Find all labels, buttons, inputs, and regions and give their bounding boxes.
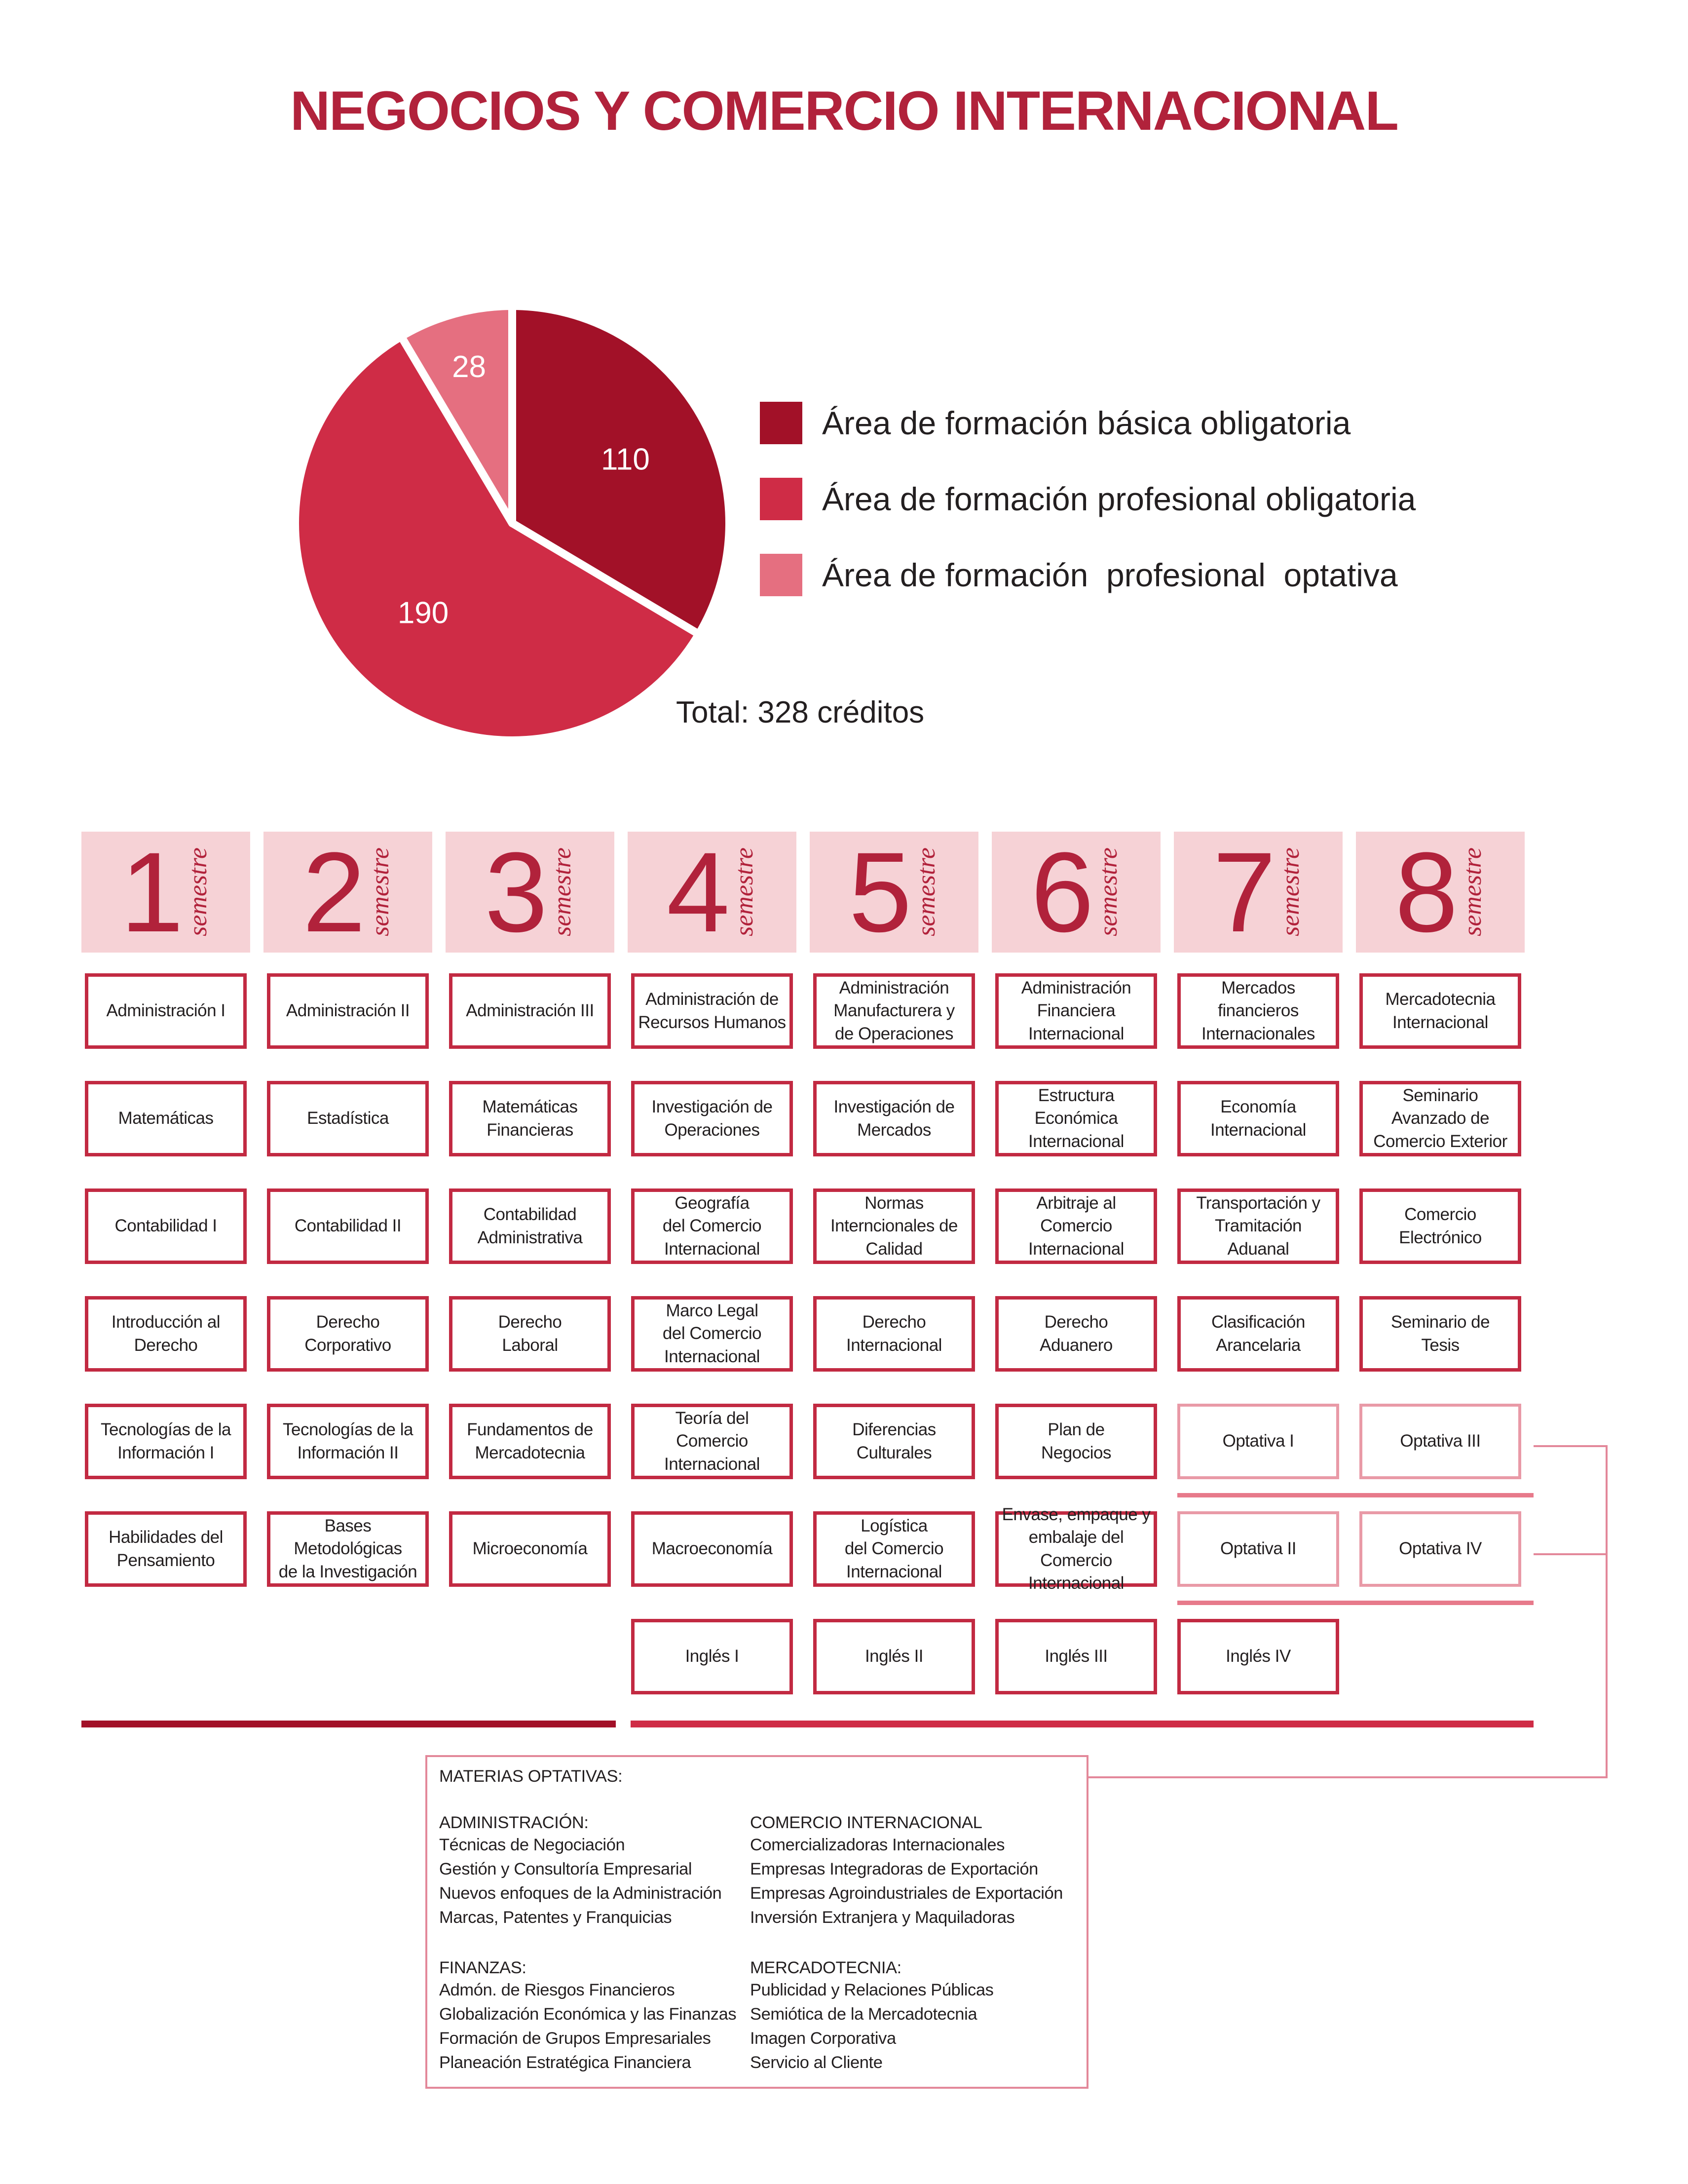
bar-profesional: [631, 1721, 1534, 1727]
course-box: [449, 1404, 611, 1479]
course-box: [995, 1081, 1157, 1156]
course-name: Optativa IV: [1399, 1539, 1482, 1559]
course-name: Introducción al Derecho: [111, 1312, 221, 1355]
legend-swatch-optativa: [760, 554, 802, 596]
course-box: [85, 1511, 247, 1587]
course-box: [85, 1081, 247, 1156]
legend-item-optativa: [760, 553, 1398, 597]
course-name: Geografía del Comercio Internacional: [662, 1193, 762, 1259]
semester-number: 3: [485, 828, 545, 956]
course-box: [449, 1188, 611, 1264]
course-box: [813, 1619, 975, 1694]
semester-word: semestre: [912, 847, 940, 937]
course-name: Derecho Aduanero: [1040, 1312, 1113, 1355]
semester-word: semestre: [730, 847, 758, 937]
connector-bottom: [1088, 1776, 1608, 1778]
connector-middle: [1534, 1553, 1608, 1555]
course-box: [267, 1081, 429, 1156]
optativas-group-title: MERCADOTECNIA:: [750, 1958, 901, 1977]
course-box: [449, 1081, 611, 1156]
course-name: Administración I: [106, 1001, 225, 1021]
semester-number: 1: [120, 828, 181, 956]
course-name: Matemáticas Financieras: [482, 1097, 578, 1140]
course-box: [267, 1296, 429, 1372]
course-name: Normas Interncionales de Calidad: [830, 1193, 958, 1259]
course-name: Contabilidad Administrativa: [477, 1205, 583, 1247]
course-box-optativa: [1359, 1404, 1521, 1479]
semester-header-2: [263, 828, 432, 956]
optativas-group-items: Admón. de Riesgos Financieros Globalización Económica y las Finanzas Formación de Grupos Empresariales Planeación Estratégica Financiera: [439, 1981, 737, 2072]
course-name: Tecnologías de la Información I: [101, 1420, 231, 1462]
semester-number: 5: [849, 828, 909, 956]
course-name: Administración Manufacturera y de Operaciones: [833, 978, 955, 1043]
course-name: Optativa I: [1222, 1431, 1294, 1451]
course-box: [995, 1505, 1157, 1593]
course-name: Inglés IV: [1226, 1647, 1291, 1666]
course-box: [813, 1404, 975, 1479]
course-name: Fundamentos de Mercadotecnia: [467, 1420, 593, 1462]
semester-number: 2: [302, 828, 363, 956]
course-name: Estadística: [307, 1109, 389, 1128]
course-box: [813, 1296, 975, 1372]
course-box: [1177, 1081, 1339, 1156]
course-box: [631, 973, 793, 1049]
pie-label-optativa: 28: [452, 349, 487, 384]
optativas-group-items: Comercializadoras Internacionales Empresas Integradoras de Exportación Empresas Agroindustriales de Exportación Inversión Extranjera y Maquiladoras: [750, 1836, 1063, 1927]
course-name: Mercadotecnia Internacional: [1385, 990, 1496, 1032]
course-name: Inglés II: [864, 1647, 924, 1666]
course-box: [449, 1511, 611, 1587]
semester-word: semestre: [1458, 847, 1487, 937]
course-box: [1177, 1619, 1339, 1694]
course-box-optativa: [1177, 1511, 1339, 1587]
semester-header-8: [1356, 828, 1525, 956]
total-credits: Total: 328 créditos: [676, 695, 925, 729]
course-box: [1359, 1296, 1521, 1372]
optativas-group-title: ADMINISTRACIÓN:: [439, 1813, 589, 1832]
connector-vertical: [1606, 1445, 1608, 1778]
course-name: Plan de Negocios: [1041, 1420, 1111, 1462]
course-name: Habilidades del Pensamiento: [109, 1528, 223, 1570]
course-box-optativa: [1177, 1404, 1339, 1479]
course-name: Administración Financiera Internacional: [1021, 978, 1131, 1043]
course-name: Administración III: [466, 1001, 594, 1021]
course-box: [1177, 973, 1339, 1049]
optativas-group-title: COMERCIO INTERNACIONAL: [750, 1813, 982, 1832]
semester-word: semestre: [184, 847, 212, 937]
legend-swatch-basica: [760, 402, 802, 444]
course-name: Investigación de Operaciones: [651, 1097, 773, 1140]
course-box: [449, 1296, 611, 1372]
course-box: [449, 973, 611, 1049]
course-name: Bases Metodológicas de la Investigación: [278, 1516, 417, 1581]
legend-item-profesional: [760, 477, 1416, 521]
course-box: [995, 1188, 1157, 1264]
course-name: Logística del Comercio Internacional: [844, 1516, 944, 1581]
course-box: [85, 973, 247, 1049]
course-box: [267, 1188, 429, 1264]
bar-basica: [81, 1721, 616, 1727]
legend-label-profesional: Área de formación profesional obligatoria: [822, 481, 1416, 517]
connector-top: [1534, 1445, 1608, 1447]
semester-header-3: [446, 828, 614, 956]
course-name: Derecho Laboral: [498, 1312, 562, 1355]
course-name: Optativa II: [1220, 1539, 1297, 1559]
legend-swatch-profesional: [760, 478, 802, 520]
course-name: Estructura Económica Internacional: [1028, 1086, 1124, 1151]
course-name: Contabilidad II: [294, 1216, 402, 1236]
course-box: [85, 1188, 247, 1264]
semester-number: 8: [1395, 828, 1455, 956]
course-box: [85, 1404, 247, 1479]
course-box: [995, 1296, 1157, 1372]
course-box: [267, 1404, 429, 1479]
course-name: Microeconomía: [472, 1539, 588, 1559]
course-name: Mercados financieros Internacionales: [1201, 978, 1315, 1043]
course-name: Seminario de Tesis: [1390, 1312, 1490, 1355]
course-box: [813, 1081, 975, 1156]
course-box: [1359, 973, 1521, 1049]
course-box: [813, 973, 975, 1049]
course-box: [813, 1511, 975, 1587]
course-name: Tecnologías de la Información II: [283, 1420, 413, 1462]
course-box: [995, 1619, 1157, 1694]
course-box: [1359, 1188, 1521, 1264]
pie-label-profesional: 190: [397, 596, 449, 630]
course-name: Arbitraje al Comercio Internacional: [1028, 1193, 1124, 1259]
course-name: Transportación y Tramitación Aduanal: [1196, 1193, 1320, 1259]
course-box: [1359, 1081, 1521, 1156]
course-box: [995, 973, 1157, 1049]
course-name: Optativa III: [1400, 1431, 1481, 1451]
course-name: Investigación de Mercados: [833, 1097, 955, 1140]
course-name: Comercio Electrónico: [1399, 1205, 1482, 1247]
course-name: Derecho Internacional: [846, 1312, 942, 1355]
course-name: Economía Internacional: [1210, 1097, 1306, 1140]
page-title: NEGOCIOS Y COMERCIO INTERNACIONAL: [290, 80, 1398, 142]
optativas-group-items: Publicidad y Relaciones Públicas Semiótica de la Mercadotecnia Imagen Corporativa Servicio al Cliente: [750, 1981, 994, 2072]
course-name: Macroeconomía: [651, 1539, 773, 1559]
course-box: [1177, 1296, 1339, 1372]
course-name: Inglés III: [1045, 1647, 1108, 1666]
course-name: Administración II: [286, 1001, 410, 1021]
course-box: [813, 1188, 975, 1264]
optativas-group-title: FINANZAS:: [439, 1958, 526, 1977]
optativa-bar: [1177, 1601, 1534, 1605]
course-box: [631, 1188, 793, 1264]
semester-number: 7: [1213, 828, 1273, 956]
course-box: [631, 1619, 793, 1694]
legend-label-optativa: Área de formación profesional optativa: [822, 557, 1398, 593]
course-name: Marco Legal del Comercio Internacional: [662, 1301, 762, 1366]
course-box-optativa: [1359, 1511, 1521, 1587]
semester-header-1: [81, 828, 250, 956]
course-box: [267, 1511, 429, 1587]
pie-label-basica: 110: [601, 442, 650, 477]
semester-word: semestre: [548, 847, 576, 937]
course-box: [995, 1404, 1157, 1479]
optativas-group-items: Técnicas de Negociación Gestión y Consultoría Empresarial Nuevos enfoques de la Administración Marcas, Patentes y Franquicias: [439, 1836, 722, 1927]
semester-header-6: [992, 828, 1161, 956]
course-name: Diferencias Culturales: [852, 1420, 936, 1462]
optativa-bar: [1177, 1493, 1534, 1497]
course-name: Contabilidad I: [114, 1216, 217, 1236]
semester-word: semestre: [1276, 847, 1305, 937]
course-name: Administración de Recursos Humanos: [638, 990, 786, 1032]
course-name: Envase, empaque y embalaje del Comercio Internacional: [1002, 1505, 1151, 1593]
semester-number: 6: [1031, 828, 1091, 956]
semester-header-4: [628, 828, 796, 956]
course-box: [631, 1404, 793, 1479]
semester-number: 4: [667, 828, 727, 956]
course-box: [1177, 1188, 1339, 1264]
optativas-box: [425, 1755, 1088, 2089]
course-name: Derecho Corporativo: [304, 1312, 391, 1355]
course-box: [631, 1296, 793, 1372]
semester-word: semestre: [366, 847, 394, 937]
course-name: Matemáticas: [118, 1109, 214, 1128]
course-box: [85, 1296, 247, 1372]
course-box: [631, 1081, 793, 1156]
legend-label-basica: Área de formación básica obligatoria: [822, 405, 1351, 441]
optativas-heading: MATERIAS OPTATIVAS:: [439, 1767, 623, 1786]
credits-pie-chart: [276, 291, 740, 765]
course-name: Teoría del Comercio Internacional: [664, 1409, 760, 1474]
semester-word: semestre: [1094, 847, 1123, 937]
semester-header-5: [810, 828, 978, 956]
course-box: [267, 973, 429, 1049]
legend-item-basica: [760, 401, 1350, 445]
course-name: Clasificación Arancelaria: [1211, 1312, 1305, 1355]
course-name: Inglés I: [685, 1647, 739, 1666]
course-box: [631, 1511, 793, 1587]
course-name: Seminario Avanzado de Comercio Exterior: [1373, 1086, 1507, 1151]
semester-header-7: [1174, 828, 1343, 956]
